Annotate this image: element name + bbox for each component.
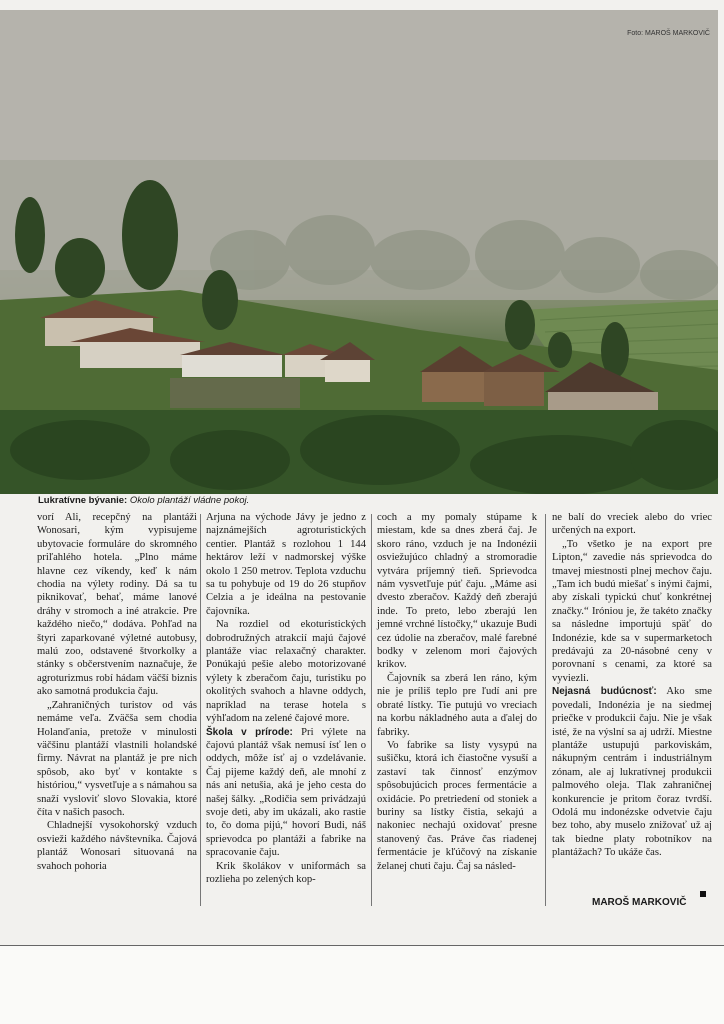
caption-lead: Lukratívne bývanie: [38,495,128,506]
end-mark-icon [700,891,706,897]
paragraph: ne balí do vreciek alebo do vriec určených na export. [552,512,712,537]
page-margin [0,946,724,1024]
article-column-3 [377,511,537,873]
article-column-2 [206,511,366,886]
paragraph: Arjuna na východe Jávy je jedno z najznámejších agroturistických centier. Plantáž s rozlohou 1 144 hektárov leží v nadmorskej výške okolo 1 250 metrov. Teplota vzduchu sa tu pohybuje od 19 do 26 stupňov Celzia a je ideálna na pestovanie čajovníka. [206,512,366,617]
paragraph: vorí Ali, recepčný na plantáži Wonosari, kým vypisujeme ubytovacie formuláre do skromného priľahlého hotela. „Plno máme hlavne cez víkendy, keď k nám chodia na výlety rodiny. Dá sa tu piknikovať, behať, máme lanové dráhy v stromoch a iné atrakcie. Pre každého niečo,“ dodáva. Pohľad na štyri zaparkované výletné autobusy, malú zoo, odstavené štvorkolky a stánky s občerstvením naznačuje, že agroturizmus robí hádam väčší biznis ako samotná produkcia čaju. [37,512,197,698]
landscape-illustration [0,10,718,494]
paragraph: coch a my pomaly stúpame k miestam, kde sa dnes zberá čaj. Je skoro ráno, vzduch je na Indonézii osviežujúco chladný a stromoradie vytvára príjemný tieň. Sprievodca nám vysvetľuje púť čaju. „Máme asi dvesto zberačov. Každý deň zberajú inde. To preto, lebo zberajú len jemné vrchné lístočky,“ ukazuje Budi cez údolie na zberačov, malé farebné bodky v zelenom mori čajových krikov. [377,512,537,671]
paragraph: Krik školákov v uniformách sa rozlieha po zelených kop- [206,860,366,885]
paragraph: Chladnejší vysokohorský vzduch osvieži každého návštevníka. Čajová plantáž Wonosari situovaná na svahoch pohoria [37,820,197,872]
paragraph [552,685,712,859]
tea-plantation-photo [0,10,718,494]
paragraph-text: Pri výlete na čajovú plantáž však nemusí ísť len o oddych, môže ísť aj o vzdelávanie. Čaj pijeme každý deň, ale mnohí z nás ani netušia, aká je jeho cesta do našej šálky. „Rodičia sem privádzajú svoje deti, aby im ukázali, ako rastie to, čo doma pijú,“ hovorí Budi, náš sprievodca po plantáži a fabrike na spracovanie čaju. [206,726,366,859]
photo-caption [38,494,698,507]
photo-credit: Foto: MAROŠ MARKOVIČ [627,30,710,37]
column-divider [371,514,372,906]
column-divider [200,514,201,906]
paragraph: Na rozdiel od ekoturistických dobrodružných atrakcií majú čajové plantáže viac relaxačný charakter. Ponúkajú pešie alebo motorizované výlety k zberačom čaju, turistiku po okolitých svahoch a hlavne oddych, napríklad na terase hotela s výhľadom na zelené čajové more. [206,619,366,725]
column-divider [545,514,546,906]
paragraph [206,726,366,860]
article-column-4 [552,511,712,860]
paragraph-text: Ako sme povedali, Indonézia je na siedmej priečke v produkcii čaju. Nie je však isté, že na výslní sa aj udrží. Miestne plantáže ustupujú parkoviskám, nákupným centrám i industriálnym zónam, ale aj lukratívnej produkcii palmového oleja. Tlak zahraničnej konkurencie je pritom čoraz tvrdší. Odolá mu indonézske odvetvie čaju bez toho, aby muselo znižovať už aj tak biedne platy robotníkov na plantážach? To ukáže čas. [552,686,713,859]
paragraph: „To všetko je na export pre Lipton,“ zavedie nás sprievodca do tmavej miestnosti plnej mechov čaju. „Tam ich budú miešať s inými čajmi, aby získali typickú chuť konkrétnej značky.“ Iróniou je, že takéto značky sa následne importujú späť do Indonézie, kde sa v supermarketoch predávajú za 20-násobné ceny v porovnaní s cenami, za ktoré sa vyviezli. [552,538,712,684]
caption-text: Okolo plantáží vládne pokoj. [127,495,250,506]
paragraph: Vo fabrike sa listy vysypú na sušičku, ktorá ich čiastočne vysuší a zastaví tak činnosť enzýmov spôsobujúcich proces fermentácie a oxidácie. Po pretriedení od stoniek a buriny sa lístky čistia, sekajú a nakoniec nechajú oxidovať presne stanovený čas. Práve čas riadenej fermentácie je kľúčový na získanie želanej chuti čaju. Čaj sa násled- [377,739,537,872]
subhead: Škola v prírode: [206,726,293,738]
author-signature: MAROŠ MARKOVIČ [592,897,687,908]
paragraph: Čajovník sa zberá len ráno, kým nie je príliš teplo pre ľudí ani pre obraté lístky. Tie putujú vo vreciach na korbu nákladného auta a ďalej do fabriky. [377,672,537,738]
subhead: Nejasná budúcnosť: [552,686,657,698]
article-column-1 [37,511,197,873]
paragraph: „Zahraničných turistov od vás nemáme veľa. Zväčša sem chodia Holanďania, pretože v minulosti väčšinu plantáží vlastnili holandské firmy. Návrat na plantáž je pre nich spôsob, ako byť v kontakte s históriou,“ vysvetľuje a s námahou sa snaží vysloviť slovo Slovakia, ktoré číta v našich pasoch. [37,699,197,818]
